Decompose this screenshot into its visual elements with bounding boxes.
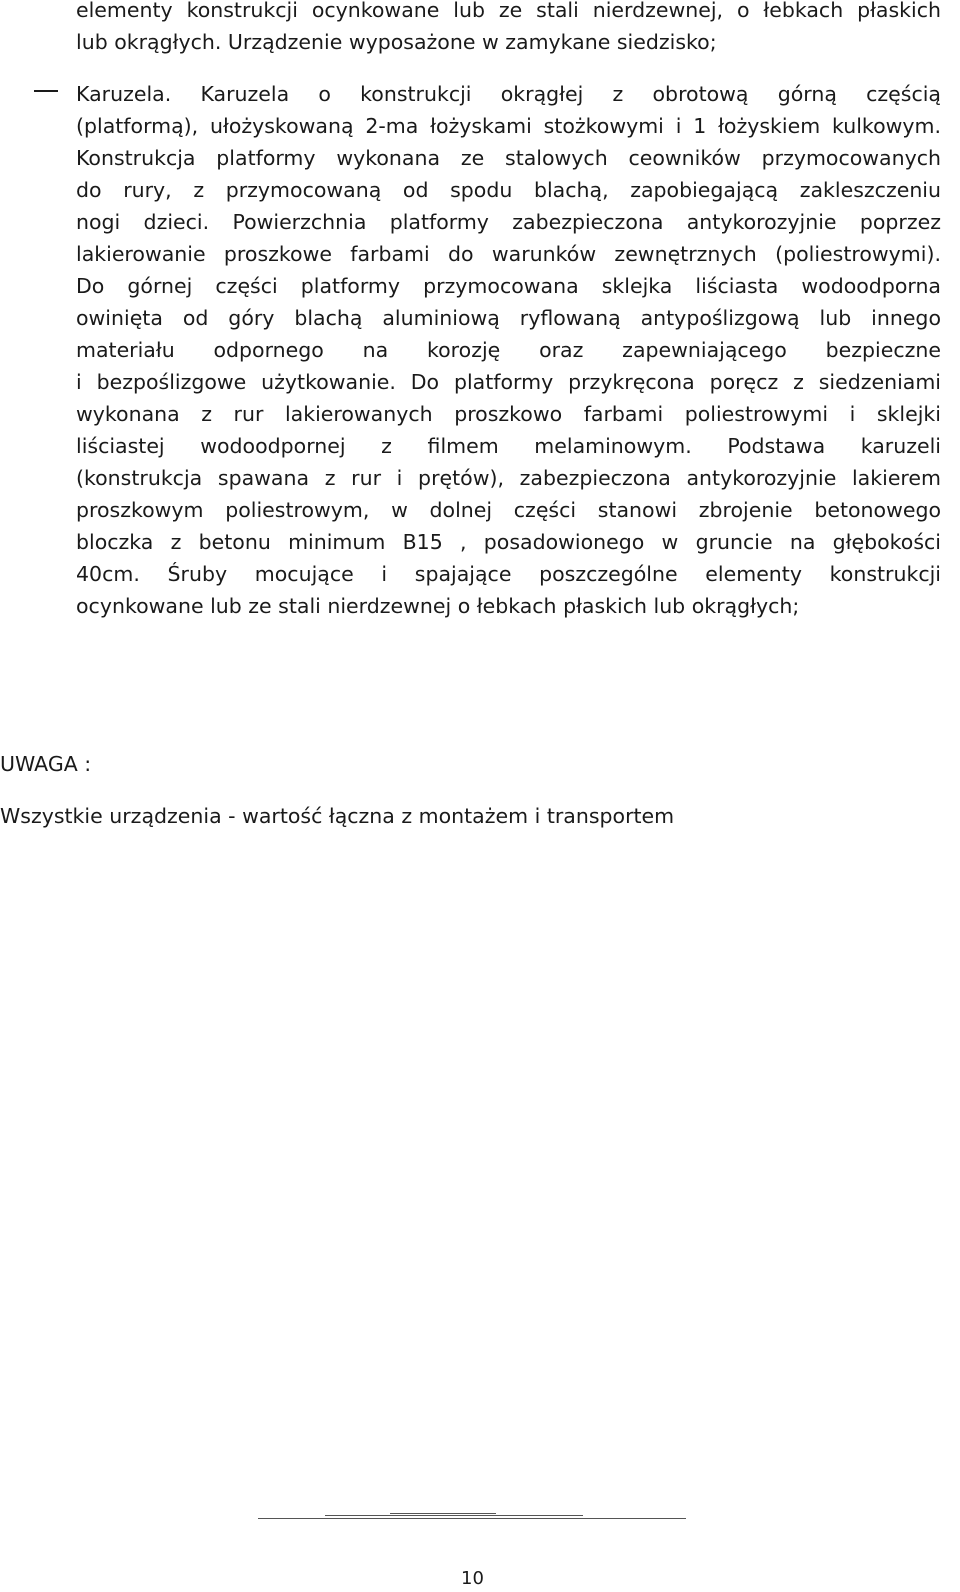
paragraph-line: nogi dzieci. Powierzchnia platformy zabezpieczona antykorozyjnie poprzez <box>76 210 941 234</box>
paragraph-line: (platformą), ułożyskowaną 2-ma łożyskami stożkowymi i 1 łożyskiem kulkowym. <box>76 114 941 138</box>
bullet-dash <box>34 90 58 92</box>
note-title: UWAGA : <box>0 752 92 776</box>
paragraph-line: proszkowym poliestrowym, w dolnej części stanowi zbrojenie betonowego <box>76 498 941 522</box>
paragraph-line: Karuzela. Karuzela o konstrukcji okrągłej z obrotową górną częścią <box>76 82 941 106</box>
paragraph-line: bloczka z betonu minimum B15 , posadowionego w gruncie na głębokości <box>76 530 941 554</box>
page-number: 10 <box>461 1568 484 1589</box>
note-text: Wszystkie urządzenia - wartość łączna z montażem i transportem <box>0 804 675 828</box>
paragraph-line: liściastej wodoodpornej z filmem melaminowym. Podstawa karuzeli <box>76 434 941 458</box>
paragraph-line: owinięta od góry blachą aluminiową ryflowaną antypoślizgową lub innego <box>76 306 941 330</box>
paragraph-line: lakierowanie proszkowe farbami do warunków zewnętrznych (poliestrowymi). <box>76 242 941 266</box>
paragraph-line: Do górnej części platformy przymocowana sklejka liściasta wodoodporna <box>76 274 941 298</box>
footer-rule <box>390 1513 496 1514</box>
paragraph-line: wykonana z rur lakierowanych proszkowo farbami poliestrowymi i sklejki <box>76 402 941 426</box>
paragraph-line: (konstrukcja spawana z rur i prętów), zabezpieczona antykorozyjnie lakierem <box>76 466 941 490</box>
paragraph-line: do rury, z przymocowaną od spodu blachą, zapobiegającą zakleszczeniu <box>76 178 941 202</box>
paragraph-line: 40cm. Śruby mocujące i spajające poszczególne elementy konstrukcji <box>76 562 941 586</box>
paragraph-line: lub okrągłych. Urządzenie wyposażone w zamykane siedzisko; <box>76 30 717 54</box>
paragraph-line: i bezpoślizgowe użytkowanie. Do platformy przykręcona poręcz z siedzeniami <box>76 370 941 394</box>
paragraph-line: Konstrukcja platformy wykonana ze stalowych ceowników przymocowanych <box>76 146 941 170</box>
footer-rule <box>325 1515 583 1516</box>
paragraph-line: materiału odpornego na korozję oraz zapewniającego bezpieczne <box>76 338 941 362</box>
footer-rule <box>258 1518 686 1519</box>
paragraph-line: elementy konstrukcji ocynkowane lub ze stali nierdzewnej, o łebkach płaskich <box>76 0 941 22</box>
paragraph-line: ocynkowane lub ze stali nierdzewnej o łebkach płaskich lub okrągłych; <box>76 594 800 618</box>
